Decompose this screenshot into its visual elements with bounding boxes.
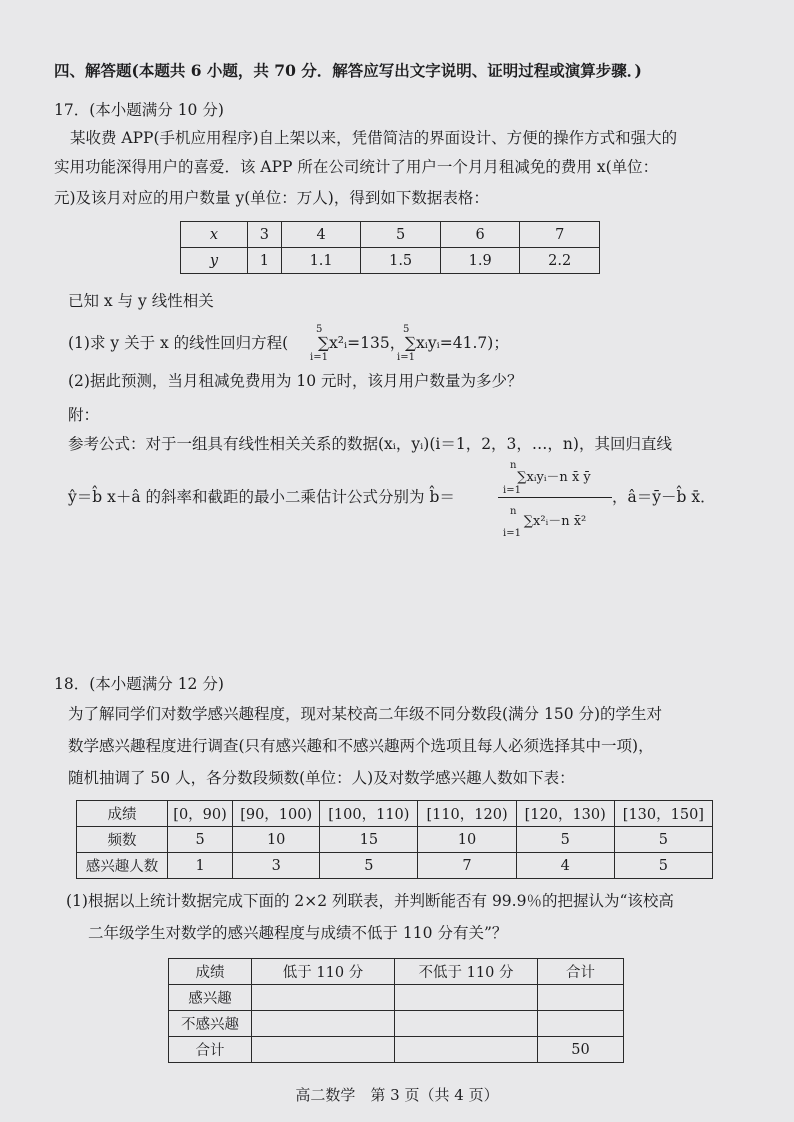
table-cell: [0，90) xyxy=(168,801,233,827)
table-cell: y xyxy=(181,248,248,274)
section-heading: 四、解答题(本题共 6 小题，共 70 分．解答应写出文字说明、证明过程或演算步骤．) xyxy=(54,61,642,80)
table-cell: 7 xyxy=(418,853,516,879)
table-cell xyxy=(538,985,624,1011)
table-row xyxy=(169,985,624,1011)
sum-upper-limit: 5 xyxy=(316,324,323,335)
table-cell: 频数 xyxy=(77,827,168,853)
table-cell: [120，130) xyxy=(516,801,614,827)
q17-paragraph-line-1: 某收费 APP(手机应用程序)自上架以来，凭借简洁的界面设计、方便的操作方式和强大的 xyxy=(70,129,678,147)
table-cell: 5 xyxy=(516,827,614,853)
table-cell: 5 xyxy=(361,222,441,248)
table-row xyxy=(181,222,600,248)
table-cell: 感兴趣人数 xyxy=(77,853,168,879)
sum-upper-limit: n xyxy=(510,506,517,517)
fraction-bar xyxy=(498,497,612,498)
q17-part1-sum2: ∑xᵢyᵢ=41.7)； xyxy=(405,334,509,352)
table-cell: 感兴趣 xyxy=(169,985,252,1011)
table-cell xyxy=(395,985,538,1011)
page-footer: 高二数学 第 3 页（共 4 页） xyxy=(295,1086,499,1104)
q18-part1-line-2: 二年级学生对数学的感兴趣程度与成绩不低于 110 分有关”？ xyxy=(88,924,508,942)
table-cell: 1.1 xyxy=(281,248,361,274)
table-row xyxy=(181,248,600,274)
table-cell xyxy=(252,985,395,1011)
table-cell: 10 xyxy=(233,827,320,853)
table-cell: 3 xyxy=(248,222,282,248)
q17-part1-text: (1)求 y 关于 x 的线性回归方程( xyxy=(68,334,289,352)
table-cell: 不低于 110 分 xyxy=(395,959,538,985)
q17-appendix: 附： xyxy=(68,406,100,424)
table-cell xyxy=(395,1037,538,1063)
table-cell: 50 xyxy=(538,1037,624,1063)
table-cell xyxy=(252,1037,395,1063)
q18-part1-line-1: (1)根据以上统计数据完成下面的 2×2 列联表，并判断能否有 99.9％的把握认为“该校高 xyxy=(66,892,674,910)
q17-part2: (2)据此预测，当月租减免费用为 10 元时，该月用户数量为多少？ xyxy=(68,372,523,390)
table-cell: 4 xyxy=(516,853,614,879)
table-cell xyxy=(252,1011,395,1037)
table-cell: 15 xyxy=(320,827,418,853)
table-row xyxy=(77,853,713,879)
table-cell: 6 xyxy=(440,222,520,248)
q17-paragraph-line-2: 实用功能深得用户的喜爱．该 APP 所在公司统计了用户一个月月租减免的费用 x(单位： xyxy=(54,158,659,176)
table-cell: 7 xyxy=(520,222,600,248)
table-cell: 成绩 xyxy=(169,959,252,985)
table-cell: 5 xyxy=(614,827,712,853)
q17-known: 已知 x 与 y 线性相关 xyxy=(68,292,214,310)
table-cell: 1 xyxy=(248,248,282,274)
table-cell: 不感兴趣 xyxy=(169,1011,252,1037)
q18-title: 18．(本小题满分 12 分) xyxy=(54,675,224,693)
table-cell: 合计 xyxy=(538,959,624,985)
table-cell: 低于 110 分 xyxy=(252,959,395,985)
table-cell: 4 xyxy=(281,222,361,248)
table-cell: [90，100) xyxy=(233,801,320,827)
table-cell: 1 xyxy=(168,853,233,879)
sum-lower-limit: i=1 xyxy=(503,528,521,539)
table-cell: 2.2 xyxy=(520,248,600,274)
table-cell: x xyxy=(181,222,248,248)
q17-data-table xyxy=(180,221,600,274)
sum-lower-limit: i=1 xyxy=(397,352,415,363)
table-row xyxy=(169,1037,624,1063)
table-cell: [110，120) xyxy=(418,801,516,827)
table-cell: 1.5 xyxy=(361,248,441,274)
table-cell: 3 xyxy=(233,853,320,879)
table-row xyxy=(169,1011,624,1037)
sum-upper-limit: n xyxy=(510,460,517,471)
table-cell xyxy=(395,1011,538,1037)
sum-lower-limit: i=1 xyxy=(310,352,328,363)
q17-part1-sum1: ∑x²ᵢ=135， xyxy=(318,334,406,352)
table-row xyxy=(77,801,713,827)
q18-paragraph-line-1: 为了解同学们对数学感兴趣程度，现对某校高二年级不同分数段(满分 150 分)的学生对 xyxy=(68,705,663,723)
sum-upper-limit: 5 xyxy=(403,324,410,335)
q18-paragraph-line-3: 随机抽调了 50 人，各分数段频数(单位：人)及对数学感兴趣人数如下表： xyxy=(68,769,575,787)
q17-formula-intercept: ，â＝ȳ－b̂ x̄． xyxy=(612,488,716,506)
table-cell: 5 xyxy=(320,853,418,879)
table-row xyxy=(169,959,624,985)
formula-denominator: ∑x²ᵢ－n x̄² xyxy=(523,514,587,529)
table-cell: 1.9 xyxy=(440,248,520,274)
sum-lower-limit: i=1 xyxy=(503,485,521,496)
q18-paragraph-line-2: 数学感兴趣程度进行调查(只有感兴趣和不感兴趣两个选项且每人必须选择其中一项)， xyxy=(68,737,654,755)
table-cell: [100，110) xyxy=(320,801,418,827)
q17-reference: 参考公式：对于一组具有线性相关关系的数据(xᵢ，yᵢ)(i＝1，2，3，…，n)，其回归直线 xyxy=(68,435,672,453)
q17-paragraph-line-3: 元)及该月对应的用户数量 y(单位：万人)，得到如下数据表格： xyxy=(54,189,489,207)
table-cell: 10 xyxy=(418,827,516,853)
contingency-table xyxy=(168,958,624,1063)
table-cell: 合计 xyxy=(169,1037,252,1063)
table-cell: [130，150] xyxy=(614,801,712,827)
q17-formula-text: ŷ＝b̂ x＋â 的斜率和截距的最小二乘估计公式分别为 b̂＝ xyxy=(68,488,455,506)
q18-score-table xyxy=(76,800,713,879)
formula-numerator: ∑xᵢyᵢ－n x̄ ȳ xyxy=(517,470,591,485)
table-cell: 成绩 xyxy=(77,801,168,827)
q17-title: 17．(本小题满分 10 分) xyxy=(54,101,224,119)
table-cell: 5 xyxy=(168,827,233,853)
table-cell xyxy=(538,1011,624,1037)
table-cell: 5 xyxy=(614,853,712,879)
table-row xyxy=(77,827,713,853)
